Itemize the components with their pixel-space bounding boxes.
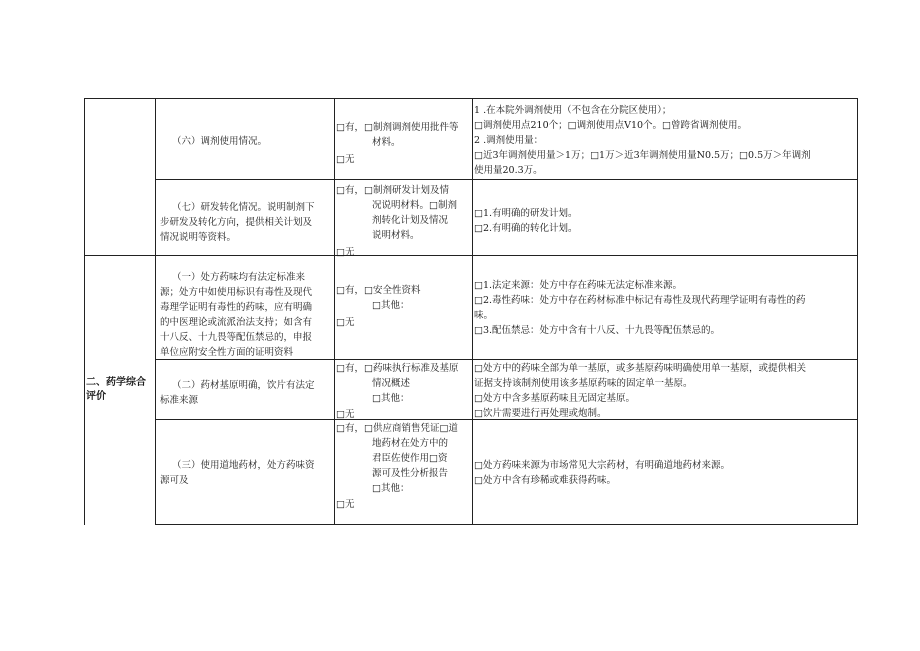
material-option: 说明材料。	[372, 230, 420, 241]
item-text: （六）调剂使用情况。	[172, 136, 268, 147]
material-option: 剂转化计划及情况	[372, 215, 449, 226]
column-divider	[155, 98, 156, 525]
materials-cell	[336, 183, 457, 260]
item-text: （一）处方药味均有法定标准来	[172, 272, 306, 283]
material-option: □有，□供应商销售凭证□道	[336, 423, 458, 434]
criteria-cell	[474, 103, 811, 178]
table-border-left	[84, 98, 85, 525]
material-option: 地药材在处方中的	[372, 438, 449, 449]
criteria-line: □调剂使用点210个；□调剂使用点V10个。□曾跨省调剂使用。	[474, 120, 748, 131]
table-border-right	[857, 98, 858, 525]
column-divider	[472, 98, 473, 525]
material-other-option: □其他：	[372, 300, 410, 311]
material-other-option: □其他：	[372, 483, 410, 494]
criteria-line: □2.有明确的转化计划。	[474, 223, 578, 234]
material-option: 情况概述	[372, 378, 411, 389]
material-option: 君臣佐使作用□资	[372, 453, 448, 464]
criteria-line: □处方中的药味全部为单一基原，或多基原药味明确使用单一基原，或提供相关	[474, 363, 806, 374]
item-text: 步研发及转化方向，提供相关计划及	[160, 217, 313, 228]
item-description	[160, 378, 315, 408]
table-border-top	[84, 98, 858, 99]
section-title-line: 评价	[86, 391, 106, 402]
section-title	[86, 376, 154, 404]
criteria-cell	[474, 206, 578, 236]
item-description	[160, 270, 312, 360]
item-text: 毒理学证明有毒性的药味，应有明确	[160, 302, 313, 313]
column-divider	[334, 98, 335, 525]
item-text: 情况说明等资料。	[160, 232, 237, 243]
item-description	[160, 458, 315, 488]
material-none-option: □无	[336, 247, 355, 258]
criteria-line: □2.毒性药味：处方中存在药材标准中标记有毒性及现代药理学证明有毒性的药	[474, 295, 806, 306]
item-text: 源；处方中如使用标识有毒性及现代	[160, 287, 313, 298]
materials-cell	[336, 283, 420, 330]
criteria-cell	[474, 458, 730, 488]
material-none-option: □无	[336, 317, 355, 328]
criteria-line: 1 .在本院外调剂使用（不包含在分院区使用）；	[474, 105, 672, 116]
item-text: （二）药材基原明确，饮片有法定	[172, 380, 315, 391]
material-none-option: □无	[336, 499, 355, 510]
criteria-cell	[474, 278, 806, 338]
materials-cell	[336, 361, 458, 422]
item-text: （七）研发转化情况。说明制剂下	[172, 202, 315, 213]
criteria-line: □3.配伍禁忌：处方中含有十八反、十九畏等配伍禁忌的。	[474, 325, 721, 336]
criteria-line: □处方中含有珍稀或难获得药味。	[474, 475, 616, 486]
item-text: 的中医理论或流派治法支持；如含有	[160, 317, 313, 328]
materials-cell	[336, 120, 458, 167]
criteria-line: □近3年调剂使用量＞1万；□1万＞近3年调剂使用量N0.5万；□0.5万＞年调剂	[474, 150, 811, 161]
row-divider	[155, 179, 858, 180]
material-none-option: □无	[336, 154, 355, 165]
section-title-line: 二、药学综合	[86, 377, 146, 388]
criteria-line: 使用量20.3万。	[474, 165, 543, 176]
item-text: 十八反、十九畏等配伍禁忌的，申报	[160, 332, 313, 343]
item-text: 标准来源	[160, 395, 199, 406]
material-option: 况说明材料。□制剂	[372, 200, 457, 211]
evaluation-table	[84, 98, 858, 525]
criteria-line: □饮片需要进行再处理或炮制。	[474, 408, 607, 419]
criteria-line: □1.有明确的研发计划。	[474, 208, 578, 219]
criteria-line: □处方中含多基原药味且无固定基原。	[474, 393, 635, 404]
material-other-option: □其他：	[372, 393, 410, 404]
item-description	[160, 200, 315, 245]
section-divider	[84, 255, 858, 256]
item-text: 源可及	[160, 475, 189, 486]
item-text: （三）使用道地药材，处方药味资	[172, 460, 315, 471]
material-none-option: □无	[336, 409, 355, 420]
item-description	[172, 134, 267, 149]
materials-cell	[336, 421, 458, 512]
criteria-line: □1.法定来源：处方中存在药味无法定标准来源。	[474, 280, 683, 291]
criteria-line: □处方药味来源为市场常见大宗药材，有明确道地药材来源。	[474, 460, 730, 471]
criteria-line: 2 .调剂使用量：	[474, 135, 544, 146]
criteria-cell	[474, 361, 806, 421]
criteria-line: 证据支持该制剂使用该多基原药味的固定单一基原。	[474, 378, 693, 389]
material-option: 源可及性分析报告	[372, 468, 449, 479]
material-option: 材料。	[372, 137, 401, 148]
material-option: □有，□安全性资料	[336, 285, 421, 296]
criteria-line: 味。	[474, 310, 494, 321]
material-option: □有，□药味执行标准及基原	[336, 363, 459, 374]
material-option: □有，□制剂研发计划及情	[336, 185, 449, 196]
table-border-bottom	[155, 524, 858, 525]
item-text: 单位应附安全性方面的证明资料	[160, 347, 294, 358]
material-option: □有，□制剂调剂使用批件等	[336, 122, 459, 133]
